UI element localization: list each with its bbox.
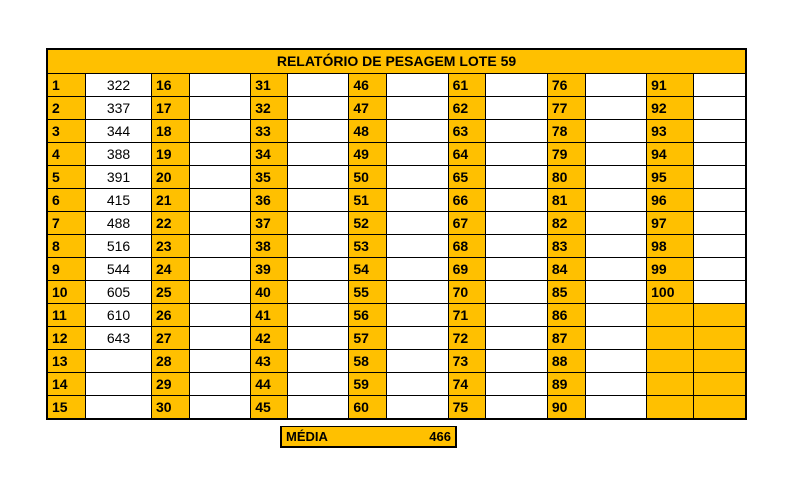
lot-number-cell [647, 396, 694, 419]
table-row [48, 143, 745, 166]
weight-cell [189, 258, 251, 281]
lot-number-cell: 50 [349, 166, 387, 189]
weight-cell [694, 396, 745, 419]
lot-number-cell: 32 [251, 97, 288, 120]
weight-cell [287, 120, 349, 143]
lot-number-cell: 37 [251, 212, 288, 235]
lot-number-cell: 15 [48, 396, 86, 419]
lot-number-cell: 12 [48, 327, 86, 350]
weight-cell [486, 281, 548, 304]
lot-number-cell: 5 [48, 166, 86, 189]
weight-cell: 544 [86, 258, 152, 281]
lot-number-cell: 73 [448, 350, 486, 373]
lot-number-cell: 63 [448, 120, 486, 143]
weight-cell [585, 350, 647, 373]
lot-number-cell: 52 [349, 212, 387, 235]
weight-cell [486, 235, 548, 258]
lot-number-cell: 95 [647, 166, 694, 189]
weight-cell: 344 [86, 120, 152, 143]
weight-cell [287, 304, 349, 327]
lot-number-cell: 90 [547, 396, 585, 419]
lot-number-cell: 27 [151, 327, 189, 350]
weight-cell [387, 350, 449, 373]
weight-cell [585, 304, 647, 327]
lot-number-cell: 7 [48, 212, 86, 235]
lot-number-cell: 41 [251, 304, 288, 327]
lot-number-cell: 81 [547, 189, 585, 212]
lot-number-cell: 53 [349, 235, 387, 258]
lot-number-cell: 88 [547, 350, 585, 373]
weight-cell [486, 373, 548, 396]
weight-cell [86, 373, 152, 396]
weight-cell [189, 120, 251, 143]
lot-number-cell: 62 [448, 97, 486, 120]
average-value: 466 [429, 429, 451, 444]
lot-number-cell: 92 [647, 97, 694, 120]
table-row [48, 304, 745, 327]
lot-number-cell: 56 [349, 304, 387, 327]
lot-number-cell: 58 [349, 350, 387, 373]
weight-cell [486, 143, 548, 166]
table-row [48, 189, 745, 212]
weight-cell: 488 [86, 212, 152, 235]
weight-cell [486, 97, 548, 120]
weight-cell [189, 74, 251, 97]
lot-number-cell: 43 [251, 350, 288, 373]
weight-cell [486, 189, 548, 212]
weight-cell [387, 97, 449, 120]
weight-cell [486, 212, 548, 235]
weight-cell [486, 258, 548, 281]
lot-number-cell: 71 [448, 304, 486, 327]
weight-cell [585, 97, 647, 120]
lot-number-cell: 21 [151, 189, 189, 212]
weight-cell [387, 212, 449, 235]
lot-number-cell: 26 [151, 304, 189, 327]
lot-number-cell: 31 [251, 74, 288, 97]
average-box [280, 426, 457, 448]
weight-cell [694, 97, 745, 120]
lot-number-cell: 4 [48, 143, 86, 166]
weight-cell [287, 396, 349, 419]
lot-number-cell: 77 [547, 97, 585, 120]
weight-cell [387, 281, 449, 304]
report-grid [48, 74, 745, 418]
lot-number-cell: 17 [151, 97, 189, 120]
weight-cell [287, 258, 349, 281]
weight-cell [287, 327, 349, 350]
weight-cell [585, 258, 647, 281]
lot-number-cell: 10 [48, 281, 86, 304]
lot-number-cell: 85 [547, 281, 585, 304]
lot-number-cell: 59 [349, 373, 387, 396]
lot-number-cell: 66 [448, 189, 486, 212]
lot-number-cell: 9 [48, 258, 86, 281]
lot-number-cell: 60 [349, 396, 387, 419]
lot-number-cell: 100 [647, 281, 694, 304]
lot-number-cell: 84 [547, 258, 585, 281]
lot-number-cell: 69 [448, 258, 486, 281]
lot-number-cell: 34 [251, 143, 288, 166]
lot-number-cell: 11 [48, 304, 86, 327]
weight-cell [585, 281, 647, 304]
table-row [48, 120, 745, 143]
weight-cell [189, 166, 251, 189]
lot-number-cell: 2 [48, 97, 86, 120]
weight-cell [189, 235, 251, 258]
lot-number-cell: 8 [48, 235, 86, 258]
weight-cell: 337 [86, 97, 152, 120]
weight-cell [387, 143, 449, 166]
lot-number-cell: 28 [151, 350, 189, 373]
table-row [48, 396, 745, 419]
table-row [48, 166, 745, 189]
weight-cell [189, 396, 251, 419]
lot-number-cell: 25 [151, 281, 189, 304]
lot-number-cell: 46 [349, 74, 387, 97]
weight-cell [585, 396, 647, 419]
table-row [48, 258, 745, 281]
lot-number-cell: 97 [647, 212, 694, 235]
lot-number-cell: 98 [647, 235, 694, 258]
lot-number-cell: 76 [547, 74, 585, 97]
table-row [48, 327, 745, 350]
lot-number-cell: 68 [448, 235, 486, 258]
lot-number-cell: 61 [448, 74, 486, 97]
lot-number-cell: 3 [48, 120, 86, 143]
weight-cell: 605 [86, 281, 152, 304]
lot-number-cell: 75 [448, 396, 486, 419]
weight-cell [189, 189, 251, 212]
lot-number-cell: 93 [647, 120, 694, 143]
weight-cell [387, 166, 449, 189]
lot-number-cell: 39 [251, 258, 288, 281]
lot-number-cell: 18 [151, 120, 189, 143]
lot-number-cell [647, 350, 694, 373]
table-row [48, 74, 745, 97]
lot-number-cell: 20 [151, 166, 189, 189]
weight-cell [287, 97, 349, 120]
lot-number-cell: 30 [151, 396, 189, 419]
lot-number-cell: 74 [448, 373, 486, 396]
weight-cell: 322 [86, 74, 152, 97]
lot-number-cell: 40 [251, 281, 288, 304]
lot-number-cell: 1 [48, 74, 86, 97]
lot-number-cell: 65 [448, 166, 486, 189]
lot-number-cell: 78 [547, 120, 585, 143]
lot-number-cell [647, 373, 694, 396]
weight-cell: 516 [86, 235, 152, 258]
weight-cell [486, 304, 548, 327]
weight-cell [287, 212, 349, 235]
lot-number-cell: 82 [547, 212, 585, 235]
weight-cell [387, 189, 449, 212]
weight-cell [189, 143, 251, 166]
weight-cell [585, 143, 647, 166]
weight-cell [694, 143, 745, 166]
lot-number-cell: 38 [251, 235, 288, 258]
weight-cell [387, 258, 449, 281]
lot-number-cell: 89 [547, 373, 585, 396]
weight-cell [287, 235, 349, 258]
weight-cell [694, 327, 745, 350]
lot-number-cell: 83 [547, 235, 585, 258]
weight-cell: 610 [86, 304, 152, 327]
weight-cell [585, 373, 647, 396]
lot-number-cell: 96 [647, 189, 694, 212]
weight-cell [694, 350, 745, 373]
lot-number-cell: 87 [547, 327, 585, 350]
weight-cell [287, 281, 349, 304]
lot-number-cell: 57 [349, 327, 387, 350]
weight-cell [585, 212, 647, 235]
weight-cell [387, 396, 449, 419]
weight-cell [189, 304, 251, 327]
lot-number-cell: 13 [48, 350, 86, 373]
weight-cell [387, 304, 449, 327]
lot-number-cell: 19 [151, 143, 189, 166]
weight-cell [387, 327, 449, 350]
lot-number-cell: 72 [448, 327, 486, 350]
weight-cell [694, 166, 745, 189]
lot-number-cell: 48 [349, 120, 387, 143]
weight-cell: 388 [86, 143, 152, 166]
weight-cell [387, 373, 449, 396]
weight-cell [585, 189, 647, 212]
lot-number-cell: 16 [151, 74, 189, 97]
average-label: MÉDIA [286, 429, 328, 444]
report-title: RELATÓRIO DE PESAGEM LOTE 59 [48, 50, 745, 74]
lot-number-cell: 70 [448, 281, 486, 304]
lot-number-cell: 36 [251, 189, 288, 212]
lot-number-cell: 55 [349, 281, 387, 304]
weight-cell [486, 74, 548, 97]
weight-cell [189, 327, 251, 350]
table-row [48, 350, 745, 373]
lot-number-cell: 42 [251, 327, 288, 350]
weight-cell [486, 166, 548, 189]
lot-number-cell: 91 [647, 74, 694, 97]
weight-cell [486, 396, 548, 419]
weight-cell [287, 189, 349, 212]
weight-cell [694, 235, 745, 258]
weight-cell [189, 373, 251, 396]
table-row [48, 373, 745, 396]
weight-cell [585, 235, 647, 258]
lot-number-cell: 24 [151, 258, 189, 281]
lot-number-cell: 14 [48, 373, 86, 396]
weight-cell [486, 350, 548, 373]
weight-cell [585, 327, 647, 350]
lot-number-cell: 23 [151, 235, 189, 258]
weight-cell: 391 [86, 166, 152, 189]
lot-number-cell: 99 [647, 258, 694, 281]
weight-cell [287, 350, 349, 373]
weight-cell [585, 120, 647, 143]
weight-cell [387, 74, 449, 97]
weight-cell [694, 281, 745, 304]
lot-number-cell [647, 304, 694, 327]
lot-number-cell: 6 [48, 189, 86, 212]
weight-cell [694, 304, 745, 327]
weight-cell [486, 120, 548, 143]
weight-cell [694, 258, 745, 281]
weight-cell [189, 97, 251, 120]
weighing-report-table [46, 48, 747, 420]
weight-cell [694, 373, 745, 396]
weight-cell [189, 350, 251, 373]
lot-number-cell: 29 [151, 373, 189, 396]
weight-cell [694, 212, 745, 235]
weight-cell [387, 235, 449, 258]
weight-cell [287, 143, 349, 166]
lot-number-cell: 94 [647, 143, 694, 166]
weight-cell [189, 281, 251, 304]
lot-number-cell: 79 [547, 143, 585, 166]
weight-cell [486, 327, 548, 350]
weight-cell: 415 [86, 189, 152, 212]
lot-number-cell [647, 327, 694, 350]
table-row [48, 281, 745, 304]
lot-number-cell: 51 [349, 189, 387, 212]
lot-number-cell: 33 [251, 120, 288, 143]
weight-cell [86, 350, 152, 373]
lot-number-cell: 49 [349, 143, 387, 166]
lot-number-cell: 44 [251, 373, 288, 396]
weight-cell [585, 74, 647, 97]
weight-cell [694, 189, 745, 212]
lot-number-cell: 35 [251, 166, 288, 189]
weight-cell [694, 74, 745, 97]
weight-cell [287, 373, 349, 396]
weight-cell: 643 [86, 327, 152, 350]
weight-cell [287, 166, 349, 189]
table-row [48, 97, 745, 120]
lot-number-cell: 64 [448, 143, 486, 166]
weight-cell [189, 212, 251, 235]
table-row [48, 235, 745, 258]
lot-number-cell: 54 [349, 258, 387, 281]
lot-number-cell: 67 [448, 212, 486, 235]
weight-cell [387, 120, 449, 143]
weight-cell [287, 74, 349, 97]
lot-number-cell: 86 [547, 304, 585, 327]
weight-cell [86, 396, 152, 419]
lot-number-cell: 45 [251, 396, 288, 419]
lot-number-cell: 80 [547, 166, 585, 189]
weight-cell [585, 166, 647, 189]
weight-cell [694, 120, 745, 143]
lot-number-cell: 47 [349, 97, 387, 120]
lot-number-cell: 22 [151, 212, 189, 235]
table-row [48, 212, 745, 235]
